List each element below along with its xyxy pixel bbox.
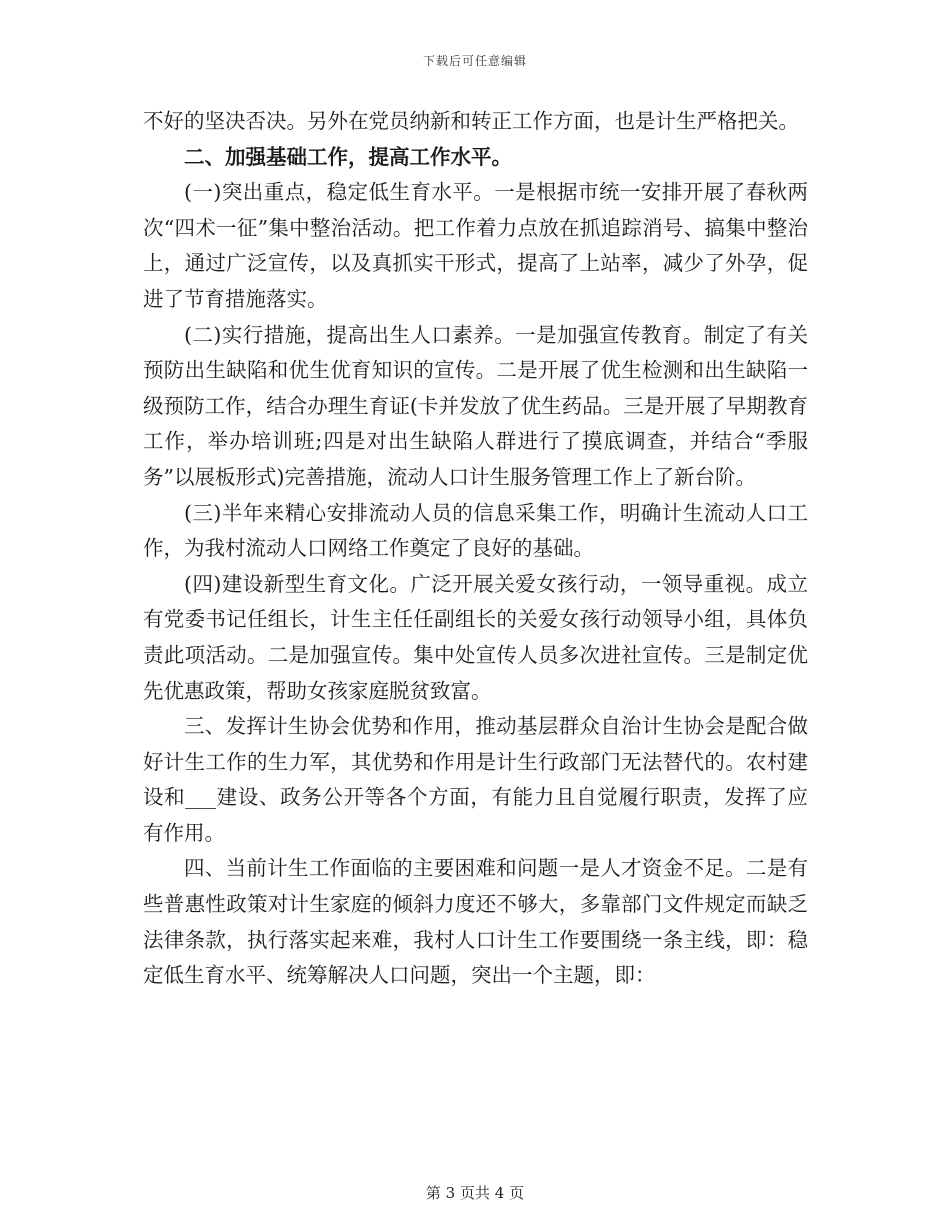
paragraph: (三)半年来精心安排流动人员的信息采集工作，明确计生流动人口工作，为我村流动人口网络工作奠定了良好的基础。 <box>143 500 808 561</box>
page-footer: 第 3 页共 4 页 <box>425 1184 525 1202</box>
paragraph: (二)实行措施，提高出生人口素养。一是加强宣传教育。制定了有关预防出生缺陷和优生优育知识的宣传。二是开展了优生检测和出生缺陷一级预防工作，结合办理生育证(卡并发放了优生药品。三是开展了早期教育工作，举办培训班;四是对出生缺陷人群进行了摸底调查，并结合“季服务”以展板形式)完善措施，流动人口计生服务管理工作上了新台阶。 <box>143 322 808 489</box>
paragraph: 四、当前计生工作面临的主要困难和问题一是人才资金不足。二是有些普惠性政策对计生家庭的倾斜力度还不够大，多靠部门文件规定而缺乏法律条款，执行落实起来难，我村人口计生工作要围绕一条主线，即：稳定低生育水平、统筹解决人口问题，突出一个主题，即： <box>143 856 808 988</box>
paragraph: 三、发挥计生协会优势和作用，推动基层群众自治计生协会是配合做好计生工作的生力军，其优势和作用是计生行政部门无法替代的。农村建设和___建设、政务公开等各个方面，有能力且自觉履行职责，发挥了应有作用。 <box>143 714 808 845</box>
document-body <box>143 104 808 994</box>
paragraph-continuation: 不好的坚决否决。另外在党员纳新和转正工作方面，也是计生严格把关。 <box>143 109 799 133</box>
page-header: 下载后可任意编辑 <box>422 54 527 68</box>
paragraph: (一)突出重点，稳定低生育水平。一是根据市统一安排开展了春秋两次“四术一征”集中整治活动。把工作着力点放在抓追踪消号、搞集中整治上，通过广泛宣传，以及真抓实干形式，提高了上站率，减少了外孕，促进了节育措施落实。 <box>143 180 808 311</box>
section-heading: 二、加强基础工作，提高工作水平。 <box>184 144 512 169</box>
paragraph: (四)建设新型生育文化。广泛开展关爱女孩行动，一领导重视。成立有党委书记任组长，计生主任任副组长的关爱女孩行动领导小组，具体负责此项活动。二是加强宣传。集中处宣传人员多次进社宣传。三是制定优先优惠政策，帮助女孩家庭脱贫致富。 <box>143 571 808 703</box>
